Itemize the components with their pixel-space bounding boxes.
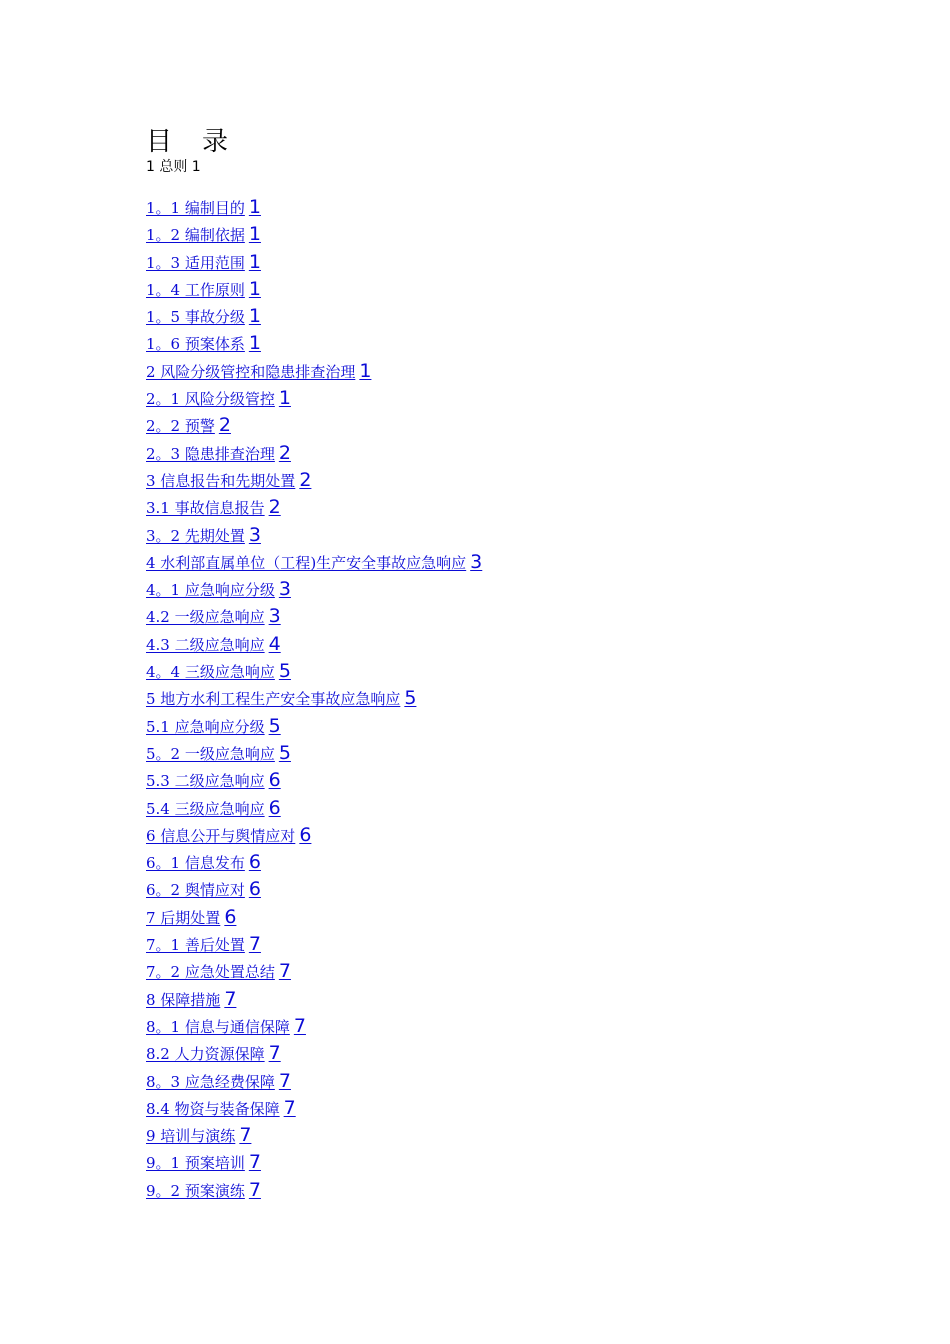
toc-entry-link[interactable] <box>146 905 240 928</box>
toc-entry-label: 6。1 信息发布 <box>146 854 245 873</box>
toc-entry-label: 3。2 先期处置 <box>146 526 245 545</box>
toc-entry-page-number: 7 <box>283 1096 296 1119</box>
toc-entry-label: 1。3 适用范围 <box>146 253 245 272</box>
toc-entry-link[interactable] <box>146 878 265 901</box>
toc-entry-link[interactable] <box>146 468 315 491</box>
toc-entry-label: 4 水利部直属单位（工程)生产安全事故应急响应 <box>146 553 467 572</box>
toc-entry-link[interactable] <box>146 687 420 710</box>
toc-entry <box>146 658 486 685</box>
toc-entry <box>146 522 486 549</box>
toc-entry-page-number: 7 <box>224 987 237 1010</box>
toc-entry-page-number: 1 <box>248 250 261 273</box>
toc-entry-page-number: 7 <box>278 960 291 983</box>
toc-entry-link[interactable] <box>146 796 285 819</box>
toc-entry-label: 9 培训与演练 <box>146 1127 236 1146</box>
toc-entry <box>146 467 486 494</box>
toc-title <box>146 124 228 160</box>
toc-title-char-2: 录 <box>202 127 229 157</box>
toc-entry-page-number: 2 <box>299 468 312 491</box>
toc-entry-link[interactable] <box>146 1178 265 1201</box>
toc-entry-label: 8.2 人力资源保障 <box>146 1045 265 1064</box>
toc-entry-page-number: 4 <box>268 632 281 655</box>
toc-entry-label: 5 地方水利工程生产安全事故应急响应 <box>146 690 401 709</box>
toc-entry-label: 2。2 预警 <box>146 417 215 436</box>
toc-entry-link[interactable] <box>146 632 285 655</box>
toc-entry-label: 1。4 工作原则 <box>146 280 245 299</box>
toc-entry-page-number: 6 <box>299 823 312 846</box>
toc-entry-page-number: 7 <box>278 1069 291 1092</box>
toc-entry <box>146 876 486 903</box>
toc-entry-label: 5.1 应急响应分级 <box>146 717 265 736</box>
toc-entry-link[interactable] <box>146 769 285 792</box>
toc-entry <box>146 385 486 412</box>
toc-entry-page-number: 7 <box>248 1178 261 1201</box>
toc-entry-page-number: 1 <box>248 196 261 218</box>
toc-entry-page-number: 7 <box>268 1042 281 1065</box>
toc-entry-label: 3 信息报告和先期处置 <box>146 471 296 490</box>
toc-entry-link[interactable] <box>146 250 265 273</box>
toc-entry-page-number: 1 <box>248 305 261 328</box>
toc-entry-label: 5.4 三级应急响应 <box>146 799 265 818</box>
toc-entry-page-number: 1 <box>248 332 261 355</box>
toc-entry <box>146 276 486 303</box>
toc-entry-label: 1。1 编制目的 <box>146 199 245 217</box>
toc-entry <box>146 330 486 357</box>
toc-entry-link[interactable] <box>146 550 486 573</box>
toc-entry-link[interactable] <box>146 496 285 519</box>
toc-entry-page-number: 3 <box>470 550 483 573</box>
toc-entry <box>146 549 486 576</box>
toc-entry-link[interactable] <box>146 605 285 628</box>
toc-entry-link[interactable] <box>146 414 235 437</box>
toc-entry <box>146 303 486 330</box>
toc-entry-label: 4.3 二级应急响应 <box>146 635 265 654</box>
toc-entry-label: 3.1 事故信息报告 <box>146 499 265 518</box>
toc-entry-label: 7。1 善后处置 <box>146 936 245 955</box>
toc-entry-page-number: 7 <box>293 1014 306 1037</box>
toc-entry-label: 8。1 信息与通信保障 <box>146 1017 290 1036</box>
toc-entry-link[interactable] <box>146 523 265 546</box>
toc-entry <box>146 1095 486 1122</box>
toc-entry-link[interactable] <box>146 823 315 846</box>
toc-entry-label: 4。1 应急响应分级 <box>146 581 275 600</box>
toc-entry-label: 8.4 物资与装备保障 <box>146 1099 280 1118</box>
toc-entry <box>146 1149 486 1176</box>
toc-entry <box>146 822 486 849</box>
toc-entry-link[interactable] <box>146 441 295 464</box>
toc-entry-label: 1。2 编制依据 <box>146 226 245 245</box>
toc-entry-link[interactable] <box>146 578 295 601</box>
toc-entry-page-number: 6 <box>224 905 237 928</box>
toc-entry-page-number: 3 <box>278 578 291 601</box>
toc-entry-page-number: 2 <box>218 414 231 437</box>
toc-entry-page-number: 5 <box>278 741 291 764</box>
toc-entry-link[interactable] <box>146 933 265 956</box>
toc-entry-link[interactable] <box>146 1124 255 1147</box>
toc-entry-link[interactable] <box>146 987 240 1010</box>
toc-entry <box>146 440 486 467</box>
toc-entry-page-number: 1 <box>278 387 291 410</box>
toc-entry-page-number: 6 <box>268 769 281 792</box>
toc-entry-link[interactable] <box>146 277 265 300</box>
toc-entry-link[interactable] <box>146 359 375 382</box>
toc-entry-link[interactable] <box>146 196 265 218</box>
toc-entry-page-number: 1 <box>248 223 261 246</box>
toc-entry <box>146 904 486 931</box>
toc-entry-label: 2。1 风险分级管控 <box>146 390 275 409</box>
toc-list <box>146 194 486 1204</box>
toc-entry-page-number: 3 <box>248 523 261 546</box>
toc-entry-page-number: 6 <box>268 796 281 819</box>
toc-entry-page-number: 3 <box>268 605 281 628</box>
toc-entry-label: 9。1 预案培训 <box>146 1154 245 1173</box>
toc-entry-page-number: 1 <box>359 359 372 382</box>
toc-entry-label: 7 后期处置 <box>146 908 221 927</box>
toc-entry-page-number: 7 <box>239 1124 252 1147</box>
toc-entry-page-number: 5 <box>268 714 281 737</box>
toc-entry-page-number: 7 <box>248 933 261 956</box>
toc-entry-link[interactable] <box>146 1069 295 1092</box>
toc-entry-label: 5。2 一级应急响应 <box>146 744 275 763</box>
toc-entry <box>146 958 486 985</box>
toc-entry-label: 8。3 应急经费保障 <box>146 1072 275 1091</box>
toc-entry <box>146 221 486 248</box>
toc-entry <box>146 194 486 221</box>
toc-entry-label: 2 风险分级管控和隐患排查治理 <box>146 362 356 381</box>
toc-entry-link[interactable] <box>146 332 265 355</box>
toc-entry <box>146 576 486 603</box>
toc-entry-link[interactable] <box>146 1014 310 1037</box>
toc-entry-link[interactable] <box>146 851 265 874</box>
toc-entry-page-number: 6 <box>248 851 261 874</box>
toc-entry-label: 6 信息公开与舆情应对 <box>146 826 296 845</box>
toc-entry-link[interactable] <box>146 1151 265 1174</box>
toc-entry <box>146 685 486 712</box>
toc-entry-link[interactable] <box>146 1096 300 1119</box>
toc-entry-page-number: 1 <box>248 277 261 300</box>
toc-entry <box>146 713 486 740</box>
toc-title-char-1: 目 <box>146 127 173 157</box>
toc-entry-page-number: 6 <box>248 878 261 901</box>
toc-entry <box>146 1122 486 1149</box>
toc-entry-link[interactable] <box>146 1042 285 1065</box>
toc-entry-link[interactable] <box>146 741 295 764</box>
toc-entry <box>146 767 486 794</box>
toc-entry-page-number: 7 <box>248 1151 261 1174</box>
toc-entry <box>146 1068 486 1095</box>
toc-entry-link[interactable] <box>146 714 285 737</box>
toc-entry-link[interactable] <box>146 960 295 983</box>
toc-entry <box>146 249 486 276</box>
toc-entry-label: 7。2 应急处置总结 <box>146 963 275 982</box>
toc-entry-link[interactable] <box>146 305 265 328</box>
toc-entry-page-number: 2 <box>268 496 281 519</box>
toc-entry <box>146 631 486 658</box>
toc-entry-label: 9。2 预案演练 <box>146 1181 245 1200</box>
toc-entry <box>146 740 486 767</box>
toc-entry-link[interactable] <box>146 387 295 410</box>
toc-entry-page-number: 5 <box>278 660 291 683</box>
toc-entry <box>146 795 486 822</box>
toc-entry-label: 6。2 舆情应对 <box>146 881 245 900</box>
toc-entry <box>146 494 486 521</box>
toc-entry-page-number: 5 <box>404 687 417 710</box>
toc-entry <box>146 1013 486 1040</box>
toc-entry-page-number: 2 <box>278 441 291 464</box>
toc-entry-label: 4。4 三级应急响应 <box>146 663 275 682</box>
toc-first-entry: 1 总则 1 <box>146 159 201 175</box>
toc-entry <box>146 849 486 876</box>
toc-entry-link[interactable] <box>146 660 295 683</box>
toc-entry-link[interactable] <box>146 223 265 246</box>
toc-entry <box>146 603 486 630</box>
toc-entry-label: 2。3 隐患排查治理 <box>146 444 275 463</box>
toc-entry <box>146 1177 486 1204</box>
toc-entry-label: 1。5 事故分级 <box>146 308 245 327</box>
toc-entry <box>146 986 486 1013</box>
toc-entry-label: 4.2 一级应急响应 <box>146 608 265 627</box>
toc-entry <box>146 931 486 958</box>
toc-entry-label: 1。6 预案体系 <box>146 335 245 354</box>
toc-entry-label: 8 保障措施 <box>146 990 221 1009</box>
toc-entry <box>146 1040 486 1067</box>
toc-entry-label: 5.3 二级应急响应 <box>146 772 265 791</box>
toc-entry <box>146 412 486 439</box>
toc-entry <box>146 358 486 385</box>
